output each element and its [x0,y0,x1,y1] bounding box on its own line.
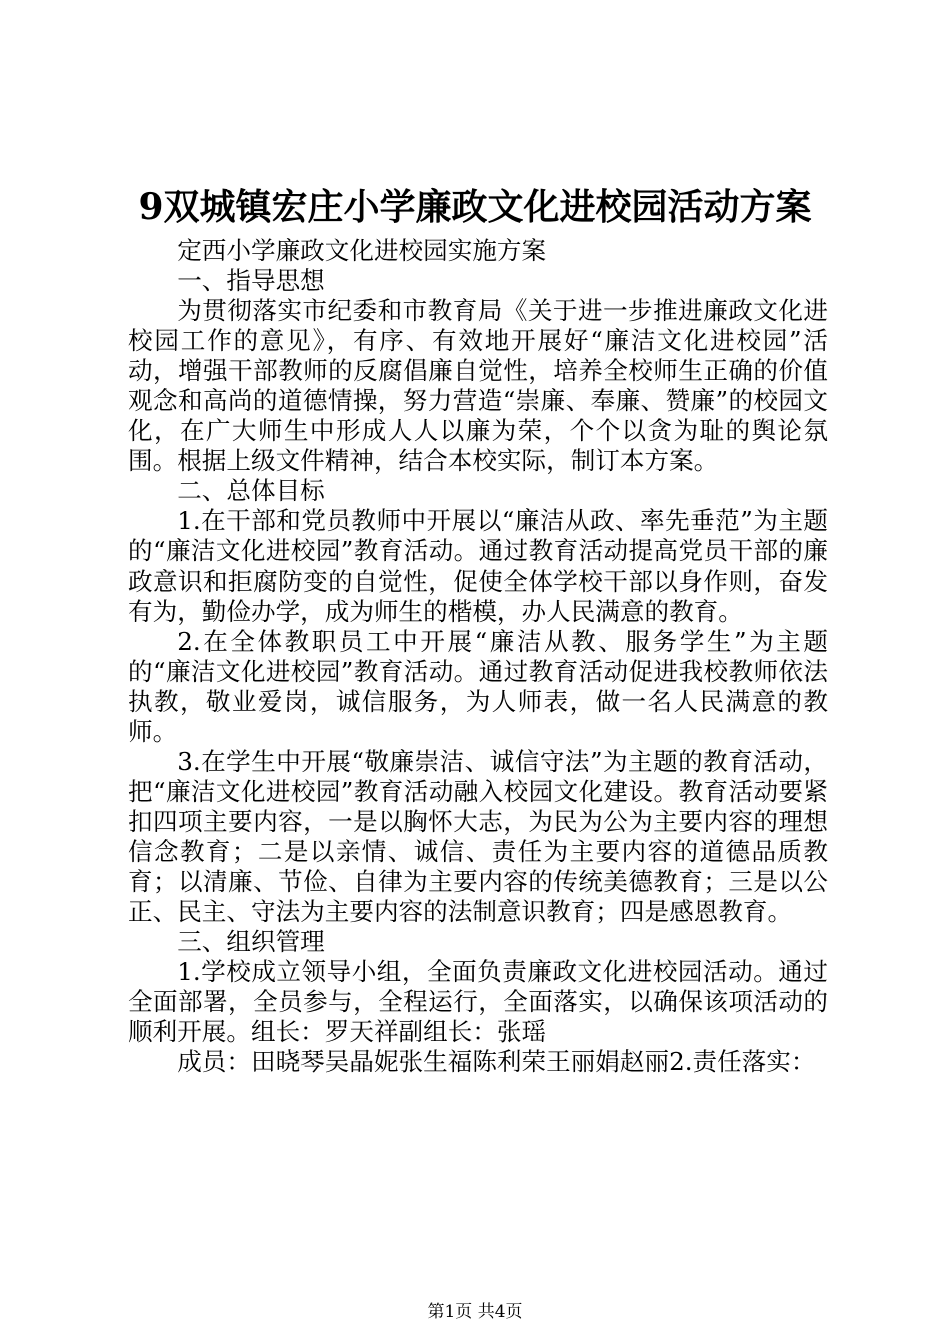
document-body [128,236,828,1077]
body-paragraph: 2.在全体教职员工中开展“廉洁从教、服务学生”为主题的“廉洁文化进校园”教育活动。通过教育活动促进我校教师依法执教，敬业爱岗，诚信服务，为人师表，做一名人民满意的教师。 [128,626,828,746]
document-title: 9双城镇宏庄小学廉政文化进校园活动方案 [138,186,812,228]
body-paragraph: 为贯彻落实市纪委和市教育局《关于进一步推进廉政文化进校园工作的意见》，有序、有效地开展好“廉洁文化进校园”活动，增强干部教师的反腐倡廉自觉性，培养全校师生正确的价值观念和高尚的道德情操，努力营造“崇廉、奉廉、赞廉”的校园文化，在广大师生中形成人人以廉为荣，个个以贪为耻的舆论氛围。根据上级文件精神，结合本校实际，制订本方案。 [128,296,828,476]
body-paragraph: 3.在学生中开展“敬廉崇洁、诚信守法”为主题的教育活动，把“廉洁文化进校园”教育活动融入校园文化建设。教育活动要紧扣四项主要内容，一是以胸怀大志，为民为公为主要内容的理想信念教育；二是以亲情、诚信、责任为主要内容的道德品质教育；以清廉、节俭、自律为主要内容的传统美德教育；三是以公正、民主、守法为主要内容的法制意识教育；四是感恩教育。 [128,746,828,927]
section-heading-organization: 三、组织管理 [177,927,325,957]
page-number-footer: 第1页 共4页 [427,1302,523,1322]
body-paragraph: 1.在干部和党员教师中开展以“廉洁从政、率先垂范”为主题的“廉洁文化进校园”教育活动。通过教育活动提高党员干部的廉政意识和拒腐防变的自觉性，促使全体学校干部以身作则，奋发有为，勤俭办学，成为师生的楷模，办人民满意的教育。 [128,506,828,626]
body-paragraph: 1.学校成立领导小组，全面负责廉政文化进校园活动。通过全面部署，全员参与，全程运行，全面落实，以确保该项活动的顺利开展。组长：罗天祥副组长：张瑶 [128,957,828,1047]
section-heading-overall-goals: 二、总体目标 [177,476,325,506]
body-paragraph: 成员：田晓琴吴晶妮张生福陈利荣王丽娟赵丽2.责任落实： [177,1047,816,1077]
section-heading-guiding-ideology: 一、指导思想 [177,266,325,296]
subtitle-paragraph: 定西小学廉政文化进校园实施方案 [177,236,547,265]
